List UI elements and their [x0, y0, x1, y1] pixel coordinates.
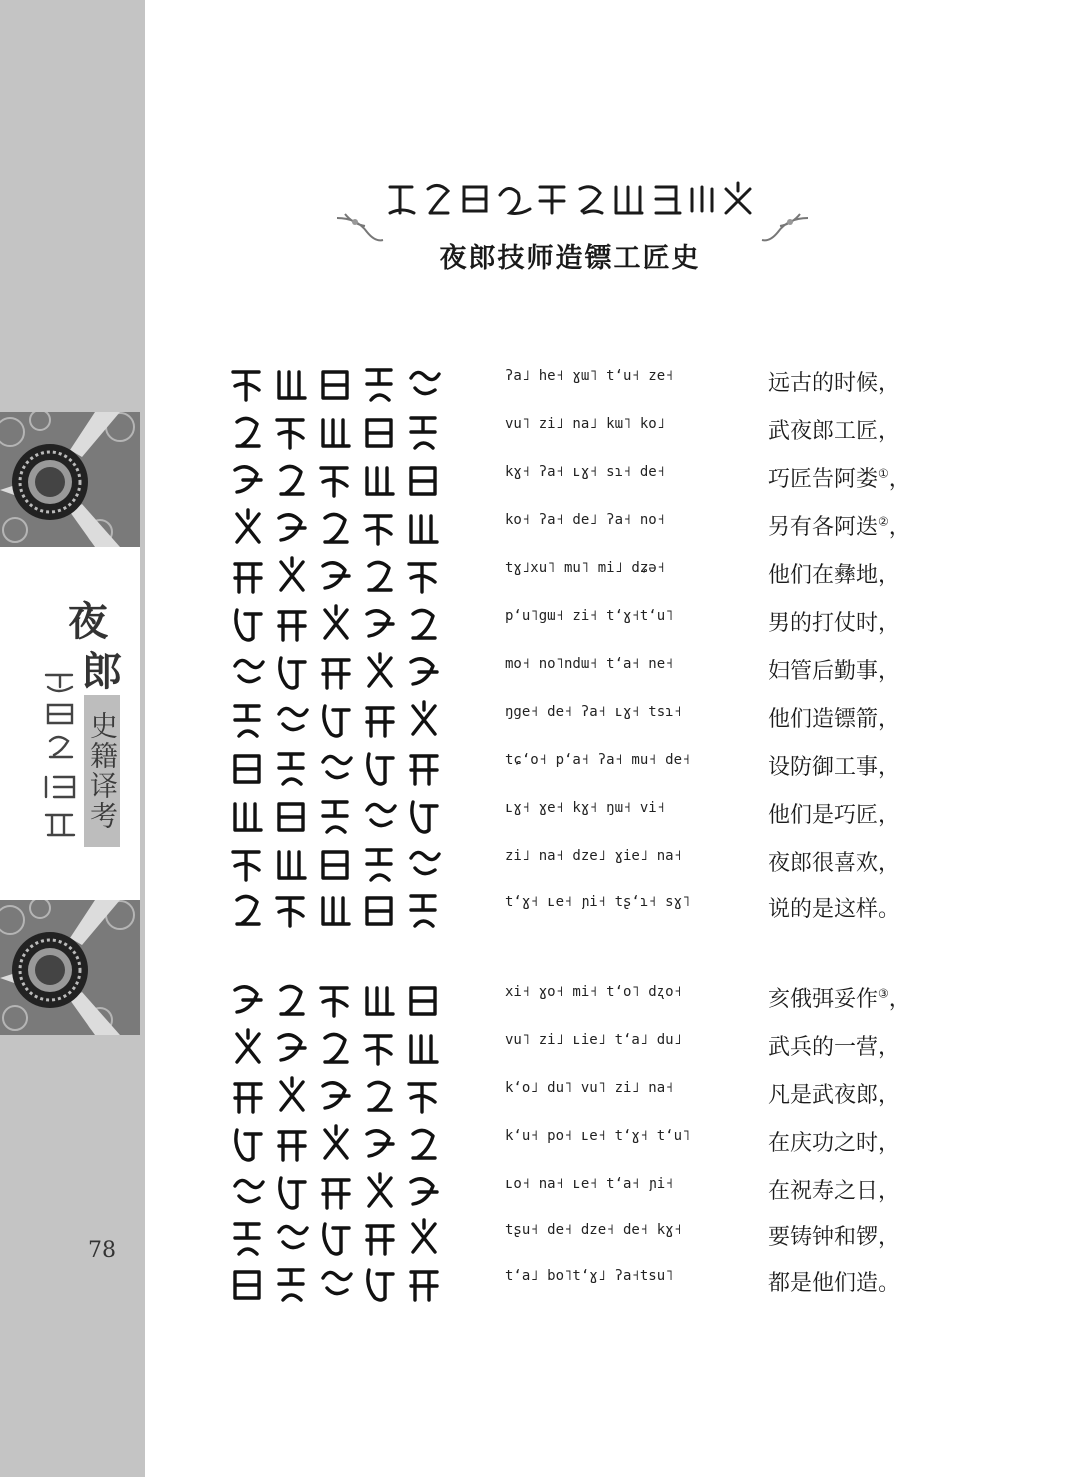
yi-glyph — [323, 756, 351, 777]
yi-glyph — [411, 1179, 437, 1204]
ipa-transcription: mo˧ no˥ndɯ˧ t‘a˧ ne˧ — [505, 656, 674, 672]
yi-glyph — [413, 1220, 435, 1252]
chinese-translation — [768, 414, 900, 445]
ipa-transcription: xi˧ ɣo˧ mi˧ t‘o˥ dʐo˧ — [505, 984, 683, 1000]
yi-glyph — [280, 1178, 305, 1208]
yi-glyph — [411, 516, 437, 542]
yi-glyph — [367, 850, 391, 880]
chinese-translation — [768, 1220, 900, 1251]
yi-glyph — [411, 1036, 437, 1062]
yi-glyph — [321, 468, 347, 496]
yi-glyph — [323, 1083, 349, 1108]
yi-glyph — [235, 660, 263, 681]
chinese-translation — [768, 982, 911, 1013]
verse-line — [225, 1122, 945, 1168]
verse-line — [225, 1216, 945, 1262]
yi-glyph — [233, 852, 259, 880]
yi-glyph — [321, 988, 347, 1016]
decorative-ornament-top — [0, 412, 140, 547]
footnote-marker: ② — [878, 514, 889, 529]
yi-glyph — [281, 466, 303, 494]
yi-glyph — [325, 1126, 347, 1158]
verse-line — [225, 978, 945, 1024]
translation-tail: ， — [888, 515, 911, 540]
yi-glyph — [233, 372, 259, 400]
translation-text: 武夜郎工匠， — [768, 419, 901, 444]
yi-glyph — [279, 612, 305, 640]
ipa-transcription: vu˥ zi˩ ʟie˩ t‘a˩ du˩ — [505, 1032, 683, 1048]
ipa-transcription: tɣ˩xu˥ mu˥ mi˩ dʑə˧ — [505, 560, 666, 576]
translation-text: 武兵的一营， — [768, 1035, 901, 1060]
yi-script-glyphs — [225, 1170, 455, 1214]
translation-text: 他们在彝地， — [768, 563, 901, 588]
translation-text: 巧匠告阿娄 — [768, 467, 879, 492]
footnote-marker: ① — [878, 466, 889, 481]
yi-glyph — [413, 702, 435, 734]
yi-glyph — [235, 564, 261, 592]
verse-line — [225, 602, 945, 648]
yi-glyph — [367, 1131, 393, 1156]
yi-glyph — [235, 706, 259, 736]
yi-glyph — [411, 756, 437, 784]
chinese-translation — [768, 1030, 900, 1061]
yi-glyph — [237, 896, 259, 924]
yi-glyph — [367, 988, 393, 1014]
yi-glyph — [411, 468, 435, 494]
side-title-char-2: 郎 — [82, 648, 122, 695]
yi-glyph — [281, 1078, 303, 1110]
verse-line — [225, 888, 945, 934]
translation-text: 说的是这样。 — [768, 897, 901, 922]
yi-glyph — [236, 610, 261, 640]
page-number: 78 — [88, 1238, 116, 1263]
yi-glyph — [281, 558, 303, 590]
ipa-transcription: k‘u˧ po˧ ʟe˧ t‘ɣ˧ t‘u˥ — [505, 1128, 691, 1144]
ipa-transcription: ko˧ ʔa˧ de˩ ʔa˧ no˧ — [505, 512, 666, 528]
yi-glyph — [279, 515, 305, 540]
chinese-translation — [768, 1126, 900, 1157]
page-title: 夜郎技师造镖工匠史 — [439, 243, 701, 274]
yi-glyph — [279, 852, 305, 878]
verse-line — [225, 794, 945, 840]
yi-script-glyphs — [225, 1262, 455, 1306]
yi-glyph — [413, 1130, 435, 1158]
yi-script-glyphs — [225, 1026, 455, 1070]
yi-glyph — [237, 418, 259, 446]
yi-glyph — [411, 896, 435, 926]
yi-glyph — [325, 514, 347, 542]
yi-glyph — [279, 754, 303, 784]
yi-glyph — [369, 1082, 391, 1110]
yi-script-glyphs — [225, 842, 455, 886]
yi-script-glyphs — [225, 888, 455, 932]
yi-glyph — [367, 468, 393, 494]
yi-script-glyphs — [225, 410, 455, 454]
ipa-transcription: k‘o˩ du˥ vu˥ zi˩ na˧ — [505, 1080, 674, 1096]
yi-glyph — [281, 986, 303, 1014]
side-subtitle: 史籍译考 — [84, 695, 120, 847]
yi-glyph — [279, 1270, 303, 1300]
chinese-translation — [768, 510, 911, 541]
yi-glyph — [279, 804, 303, 830]
yi-glyph — [325, 606, 347, 638]
verse-line — [225, 1026, 945, 1072]
yi-glyph — [236, 1130, 261, 1160]
chinese-translation — [768, 892, 900, 923]
title-yi-script — [380, 175, 760, 225]
side-yi-script-glyphs — [40, 665, 80, 845]
translation-text: 在祝寿之日， — [768, 1179, 901, 1204]
translation-text: 他们是巧匠， — [768, 803, 901, 828]
ipa-transcription: zi˩ na˧ dze˩ ɣie˩ na˧ — [505, 848, 683, 864]
decorative-ornament-bottom — [0, 900, 140, 1035]
yi-glyph — [365, 516, 391, 544]
chinese-translation — [768, 606, 900, 637]
verse-line — [225, 506, 945, 552]
verse-line — [225, 1074, 945, 1120]
ipa-transcription: kɣ˧ ʔa˧ ʟɣ˧ sɿ˧ de˧ — [505, 464, 666, 480]
verse-line — [225, 698, 945, 744]
yi-glyph — [369, 654, 391, 686]
chinese-translation — [768, 558, 900, 589]
yi-glyph — [367, 420, 391, 446]
yi-glyph — [235, 987, 261, 1012]
yi-glyph — [279, 1035, 305, 1060]
chinese-translation — [768, 654, 900, 685]
translation-text: 夜郎很喜欢， — [768, 851, 901, 876]
yi-glyph — [323, 802, 347, 832]
yi-glyph — [367, 370, 391, 400]
verse-line — [225, 458, 945, 504]
ipa-transcription: ʔa˩ he˧ ɣɯ˥ t‘u˧ ze˧ — [505, 368, 674, 384]
yi-glyph — [235, 1224, 259, 1254]
translation-text: 亥俄弭妥作 — [768, 987, 879, 1012]
yi-glyph — [367, 804, 395, 825]
yi-glyph — [323, 1180, 349, 1208]
chinese-translation — [768, 798, 900, 829]
yi-script-glyphs — [225, 554, 455, 598]
ipa-transcription: ʟɣ˧ ɣe˧ kɣ˧ ŋɯ˧ vi˧ — [505, 800, 666, 816]
chinese-translation — [768, 846, 900, 877]
footnote-marker: ③ — [878, 986, 889, 1001]
yi-glyph — [409, 564, 435, 592]
verse-line — [225, 410, 945, 456]
yi-glyph — [235, 1084, 261, 1112]
yi-glyph — [277, 898, 303, 926]
yi-script-glyphs — [225, 506, 455, 550]
verse-line — [225, 650, 945, 696]
yi-script-glyphs — [225, 1216, 455, 1260]
verse-line — [225, 362, 945, 408]
yi-glyph — [409, 1084, 435, 1112]
ipa-transcription: ŋge˧ de˧ ʔa˧ ʟɣ˧ tsɿ˧ — [505, 704, 683, 720]
chinese-translation — [768, 366, 900, 397]
yi-glyph — [323, 1272, 351, 1293]
yi-glyph — [367, 898, 391, 924]
ipa-transcription: p‘u˥gɯ˧ zi˧ t‘ɣ˧t‘u˥ — [505, 608, 674, 624]
chinese-translation — [768, 462, 911, 493]
translation-tail: ， — [888, 467, 911, 492]
ipa-transcription: ʟo˧ na˧ ʟe˧ t‘a˧ ɲi˧ — [505, 1176, 674, 1192]
ipa-transcription: t‘ɣ˧ ʟe˧ ɲi˧ tʂ‘ɿ˧ sɣ˥ — [505, 894, 691, 910]
yi-glyph — [235, 467, 261, 492]
yi-glyph — [368, 754, 393, 784]
verse-line — [225, 746, 945, 792]
yi-glyph — [235, 1272, 259, 1298]
yi-glyph — [367, 708, 393, 736]
yi-glyph — [369, 1174, 391, 1206]
translation-text: 他们造镖箭， — [768, 707, 901, 732]
verse-line — [225, 554, 945, 600]
yi-script-glyphs — [225, 650, 455, 694]
translation-text: 设防御工事， — [768, 755, 901, 780]
chinese-translation — [768, 750, 900, 781]
yi-glyph — [323, 420, 349, 446]
yi-glyph — [323, 563, 349, 588]
yi-glyph — [368, 1270, 393, 1300]
yi-script-glyphs — [225, 362, 455, 406]
yi-glyph — [235, 756, 259, 782]
yi-glyph — [323, 898, 349, 924]
yi-glyph — [411, 372, 439, 393]
yi-glyph — [277, 420, 303, 448]
yi-glyph — [411, 988, 435, 1014]
ipa-transcription: t‘a˩ bo˥t‘ɣ˩ ʔa˧tsu˥ — [505, 1268, 674, 1284]
yi-glyph — [413, 610, 435, 638]
translation-text: 要铸钟和锣， — [768, 1225, 901, 1250]
yi-script-glyphs — [225, 458, 455, 502]
yi-script-glyphs — [225, 746, 455, 790]
translation-text: 男的打仗时， — [768, 611, 901, 636]
yi-glyph — [324, 706, 349, 736]
side-title-char-1: 夜 — [68, 598, 108, 645]
yi-glyph — [279, 372, 305, 398]
yi-glyph — [235, 804, 261, 830]
yi-glyph — [411, 418, 435, 448]
chinese-translation — [768, 1174, 900, 1205]
verse-line — [225, 1262, 945, 1308]
yi-script-glyphs — [225, 698, 455, 742]
translation-text: 都是他们造。 — [768, 1271, 901, 1296]
yi-glyph — [323, 372, 347, 398]
yi-glyph — [323, 852, 347, 878]
yi-glyph — [323, 660, 349, 688]
ipa-transcription: tɕ‘o˧ p‘a˧ ʔa˧ mu˧ de˧ — [505, 752, 691, 768]
ipa-transcription: tʂu˧ de˧ dze˧ de˧ kɣ˧ — [505, 1222, 683, 1238]
yi-script-glyphs — [225, 794, 455, 838]
chinese-translation — [768, 702, 900, 733]
yi-glyph — [367, 611, 393, 636]
translation-tail: ， — [888, 987, 911, 1012]
yi-glyph — [279, 1226, 307, 1247]
verse-line — [225, 1170, 945, 1216]
translation-text: 凡是武夜郎， — [768, 1083, 901, 1108]
yi-glyph — [365, 1036, 391, 1064]
yi-glyph — [279, 1132, 305, 1160]
yi-glyph — [279, 708, 307, 729]
yi-script-glyphs — [225, 602, 455, 646]
yi-script-glyphs — [225, 1074, 455, 1118]
yi-glyph — [411, 852, 439, 873]
translation-text: 在庆功之时， — [768, 1131, 901, 1156]
yi-glyph — [369, 562, 391, 590]
translation-text: 远古的时候， — [768, 371, 901, 396]
verse-line — [225, 842, 945, 888]
yi-script-glyphs — [225, 1122, 455, 1166]
yi-glyph — [367, 1226, 393, 1254]
yi-glyph — [411, 659, 437, 684]
chinese-translation — [768, 1266, 900, 1297]
yi-glyph — [237, 1030, 259, 1062]
translation-text: 妇管后勤事， — [768, 659, 901, 684]
yi-script-glyphs — [225, 978, 455, 1022]
yi-glyph — [235, 1180, 263, 1201]
yi-glyph — [412, 802, 437, 832]
yi-glyph — [237, 510, 259, 542]
chinese-translation — [768, 1078, 900, 1109]
yi-glyph — [324, 1224, 349, 1254]
ipa-transcription: vu˥ zi˩ na˩ kɯ˥ ko˩ — [505, 416, 666, 432]
yi-glyph — [411, 1272, 437, 1300]
yi-glyph — [280, 658, 305, 688]
yi-glyph — [325, 1034, 347, 1062]
translation-text: 另有各阿迭 — [768, 515, 879, 540]
